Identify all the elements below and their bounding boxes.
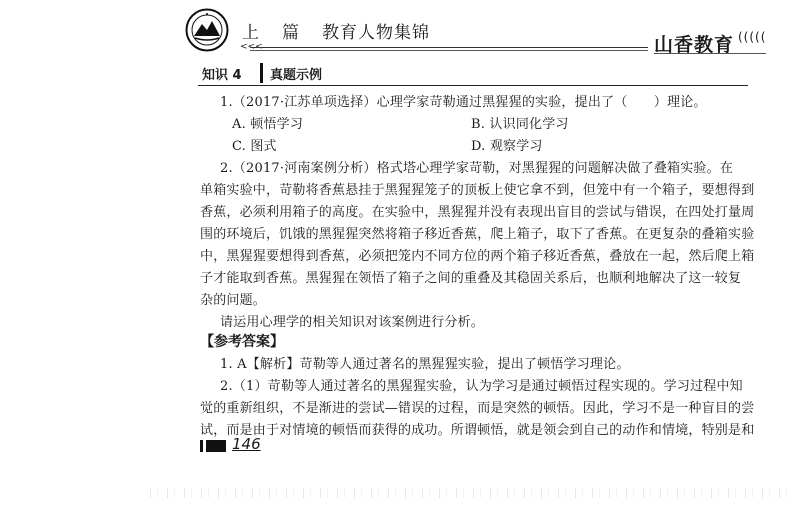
option-d: D. 观察学习 bbox=[471, 139, 543, 154]
scan-noise bbox=[150, 488, 790, 498]
header-title bbox=[242, 18, 430, 43]
school-emblem-icon bbox=[185, 8, 229, 52]
option-a: A. 顿悟学习 bbox=[232, 117, 304, 132]
question-2-line: 2.（2017·河南案例分析）格式塔心理学家苛勒，对黑猩猩的问题解决做了叠箱实验。在 bbox=[220, 161, 734, 176]
question-2-line: 单箱实验中，苛勒将香蕉悬挂于黑猩猩笼子的顶板上使它拿不到，但笼中有一个箱子，要想得到 bbox=[200, 183, 755, 198]
section-title: 真题示例 bbox=[270, 68, 323, 83]
question-2-line: 香蕉，必须利用箱子的高度。在实验中，黑猩猩并没有表现出盲目的尝试与错误，在四处打量周 bbox=[200, 205, 755, 220]
header-volume: 篇 bbox=[282, 23, 300, 43]
answer-2-line: 试，而是由于对情境的顿悟而获得的成功。所谓顿悟，就是领会到自己的动作和情境，特别是和 bbox=[200, 423, 755, 438]
answer-heading: 【参考答案】 bbox=[200, 334, 284, 350]
option-b: B. 认识同化学习 bbox=[471, 117, 569, 132]
brand-logo: 山香教育 bbox=[654, 34, 735, 56]
section-underline bbox=[198, 85, 748, 86]
header-arrows: <<< bbox=[240, 42, 263, 52]
brand-decoration: ((((( bbox=[738, 30, 767, 44]
section-header bbox=[198, 62, 748, 86]
answer-1: 1. A【解析】苛勒等人通过著名的黑猩猩实验，提出了顿悟学习理论。 bbox=[220, 357, 630, 372]
section-divider-bar bbox=[260, 63, 263, 83]
question-1-stem: 1.（2017·江苏单项选择）心理学家苛勒通过黑猩猩的实验，提出了（ ）理论。 bbox=[220, 95, 707, 110]
page-number: 146 bbox=[232, 435, 261, 453]
header-chapter-title: 教育人物集锦 bbox=[322, 23, 430, 43]
header-rule-thin bbox=[250, 50, 648, 51]
answer-2-line: 2.（1）苛勒等人通过著名的黑猩猩实验，认为学习是通过顿悟过程实现的。学习过程中知 bbox=[220, 379, 743, 394]
section-tag: 知识 4 bbox=[202, 68, 242, 83]
answer-2-line: 觉的重新组织，不是渐进的尝试—错误的过程，而是突然的顿悟。因此，学习不是一种盲目的尝 bbox=[200, 401, 755, 416]
question-2-prompt: 请运用心理学的相关知识对该案例进行分析。 bbox=[220, 315, 485, 330]
question-2-line: 围的环境后，饥饿的黑猩猩突然将箱子移近香蕉，爬上箱子，取下了香蕉。在更复杂的叠箱实验 bbox=[200, 227, 755, 242]
question-2-line: 子才能取到香蕉。黑猩猩在领悟了箱子之间的重叠及其稳固关系后，也顺利地解决了这一较复 bbox=[200, 271, 742, 286]
brand-underline bbox=[654, 53, 766, 54]
page-number-mark-icon bbox=[200, 440, 226, 452]
option-c: C. 图式 bbox=[232, 139, 277, 154]
header-rule bbox=[250, 47, 648, 48]
header-part: 上 bbox=[242, 23, 260, 43]
question-2-line: 中，黑猩猩要想得到香蕉，必须把笼内不同方位的两个箱子移近香蕉，叠放在一起，然后爬上箱 bbox=[200, 249, 755, 264]
question-2-line: 杂的问题。 bbox=[200, 293, 267, 308]
